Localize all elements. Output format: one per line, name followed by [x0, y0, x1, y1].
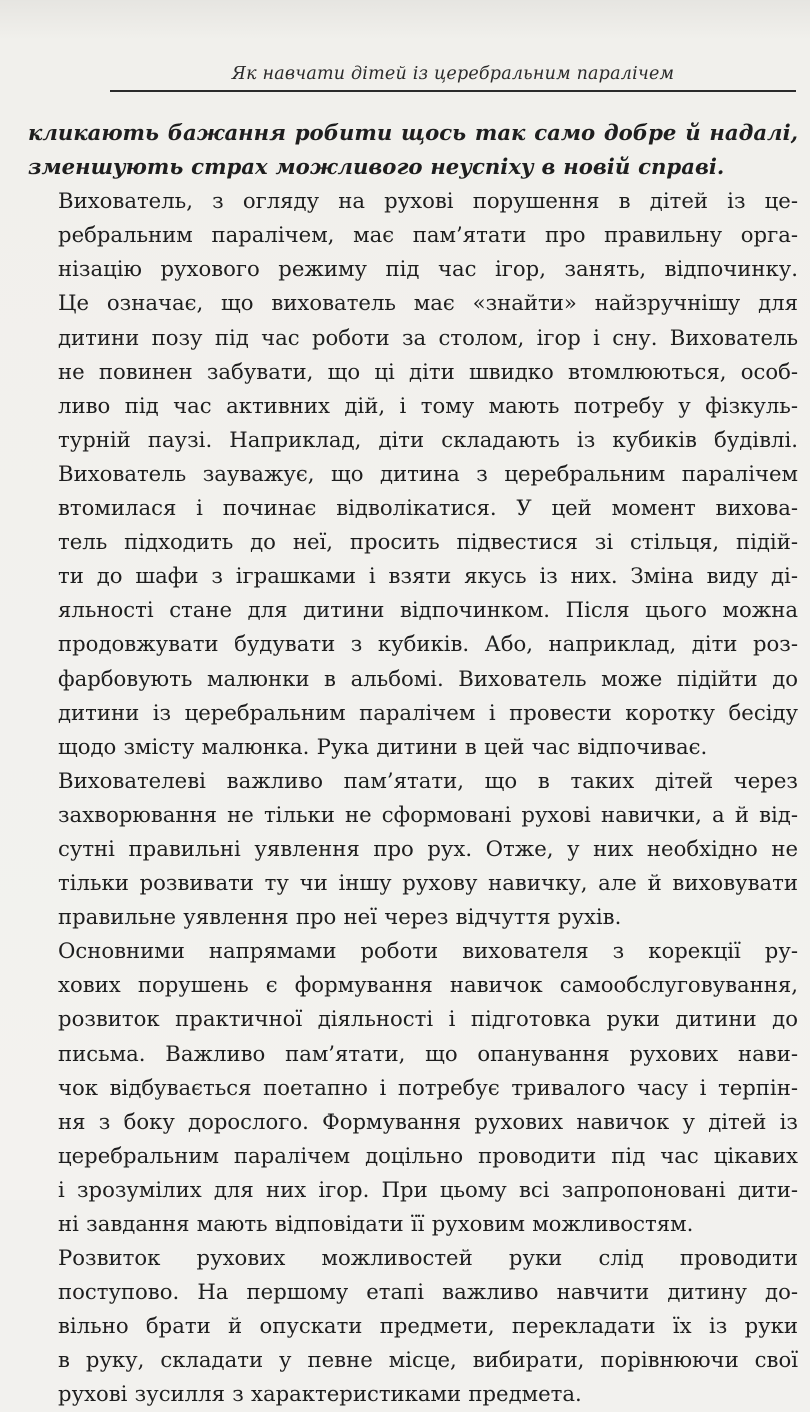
text-line: і зрозумілих для них ігор. При цьому всі запропоновані дити- — [58, 1176, 798, 1202]
paragraph-1 — [28, 116, 798, 184]
text-line: нізацію рухового режиму під час ігор, занять, відпочинку. — [58, 256, 798, 282]
text-line: поступово. На першому етапі важливо навчити дитину до- — [58, 1279, 798, 1305]
text-line: продовжувати будувати з кубиків. Або, наприклад, діти роз- — [58, 631, 798, 657]
running-header: Як навчати дітей із церебральним паралічем — [110, 62, 796, 92]
text-line: щодо змісту малюнка. Рука дитини в цей час відпочиває. — [58, 733, 708, 759]
text-line: правильне уявлення про неї через відчуття рухів. — [58, 904, 622, 930]
paragraph-4 — [28, 934, 798, 1241]
text-line: ти до шафи з іграшками і взяти якусь із них. Зміна виду ді- — [58, 563, 798, 589]
text-line: ня з боку дорослого. Формування рухових навичок у дітей із — [58, 1108, 798, 1134]
text-line: Вихователеві важливо пам’ятати, що в таких дітей через — [58, 767, 798, 793]
text-line: зменшують страх можливого неуспіху в новій справі. — [28, 154, 725, 180]
body-text — [28, 116, 798, 1412]
text-line: церебральним паралічем доцільно проводити під час цікавих — [58, 1142, 798, 1168]
text-line: втомилася і починає відволікатися. У цей момент вихова- — [58, 495, 798, 521]
text-line: не повинен забувати, що ці діти швидко втомлюються, особ- — [58, 358, 798, 384]
text-line: яльності стане для дитини відпочинком. Після цього можна — [58, 597, 798, 623]
text-line: ребральним паралічем, має пам’ятати про правильну орга- — [58, 222, 798, 248]
text-line: в руку, складати у певне місце, вибирати, порівнюючи свої — [58, 1347, 798, 1373]
text-line: захворювання не тільки не сформовані рухові навички, а й від- — [58, 801, 798, 827]
text-line: рухові зусилля з характеристиками предмета. — [58, 1381, 582, 1407]
text-line: Вихователь, з огляду на рухові порушення в дітей із це- — [58, 188, 798, 214]
text-line: дитини позу під час роботи за столом, ігор і сну. Вихователь — [58, 324, 798, 350]
text-line: вільно брати й опускати предмети, перекладати їх із руки — [58, 1313, 798, 1339]
text-line: Це означає, що вихователь має «знайти» найзручнішу для — [58, 290, 798, 316]
paragraph-5 — [28, 1241, 798, 1411]
text-line: розвиток практичної діяльності і підготовка руки дитини до — [58, 1006, 798, 1032]
text-line: фарбовують малюнки в альбомі. Вихователь може підійти до — [58, 665, 798, 691]
text-line: тільки розвивати ту чи іншу рухову навичку, але й виховувати — [58, 870, 798, 896]
text-line: Вихователь зауважує, що дитина з церебральним паралічем — [58, 460, 798, 486]
text-line: тель підходить до неї, просить підвестися зі стільця, підій- — [58, 529, 798, 555]
text-line: турній паузі. Наприклад, діти складають із кубиків будівлі. — [58, 426, 798, 452]
text-line: письма. Важливо пам’ятати, що опанування рухових нави- — [58, 1040, 798, 1066]
text-line: кликають бажання робити щось так само добре й надалі, — [28, 120, 798, 145]
paragraph-3 — [28, 764, 798, 934]
paragraph-2 — [28, 184, 798, 764]
text-line: Основними напрямами роботи вихователя з корекції ру- — [58, 938, 798, 964]
text-line: сутні правильні уявлення про рух. Отже, у них необхідно не — [58, 835, 798, 861]
text-line: дитини із церебральним паралічем і провести коротку бесіду — [58, 699, 798, 725]
text-line: хових порушень є формування навичок самообслуговування, — [58, 972, 798, 998]
text-line: ні завдання мають відповідати її руховим можливостям. — [58, 1211, 694, 1236]
text-line: чок відбувається поетапно і потребує тривалого часу і терпін- — [58, 1074, 798, 1100]
text-line: Розвиток рухових можливостей руки слід проводити — [58, 1245, 798, 1271]
text-line: ливо під час активних дій, і тому мають потребу у фізкуль- — [58, 392, 798, 418]
